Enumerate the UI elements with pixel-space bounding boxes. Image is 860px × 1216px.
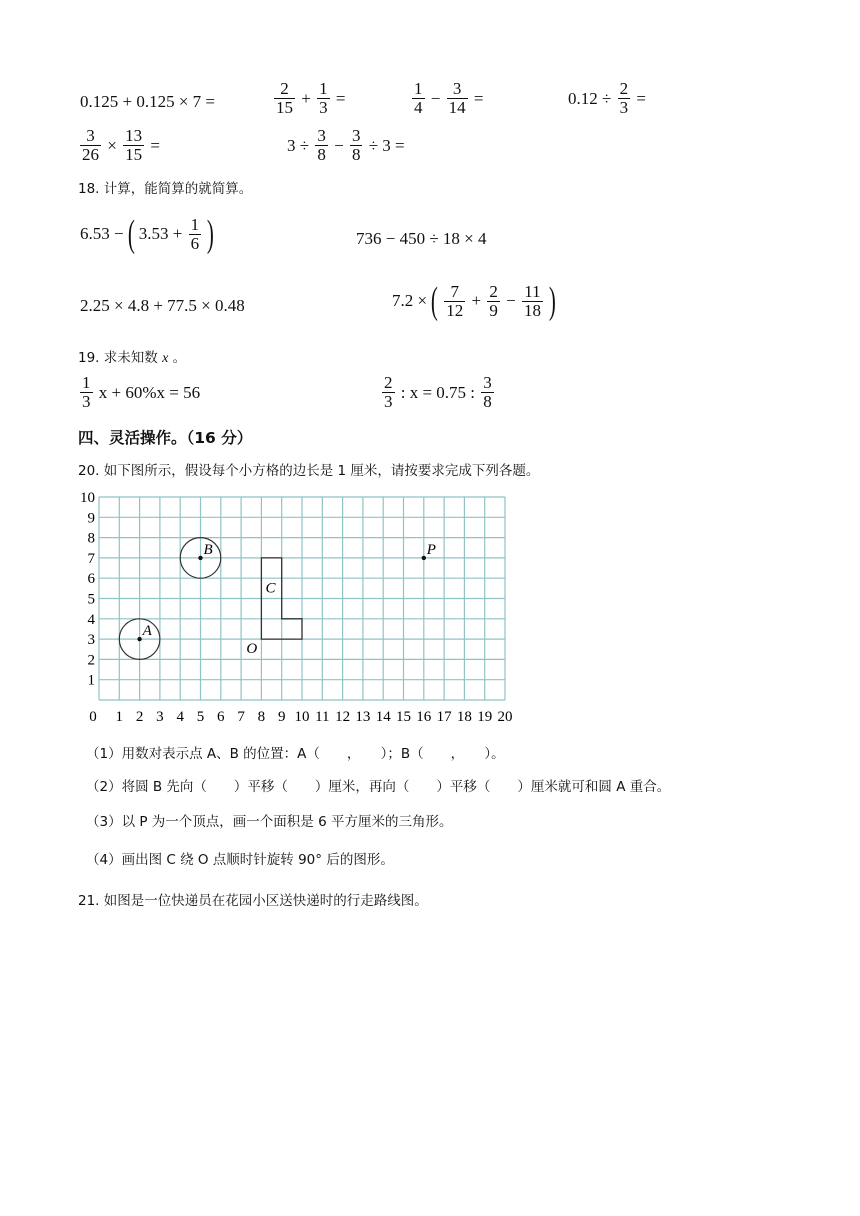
y-tick-label: 3	[87, 632, 95, 649]
q18-expr-2: 736 − 450 ÷ 18 × 4	[356, 229, 487, 248]
calc-row-1-expr-4: 0.12 ÷ $\frac{2}{3}$ =	[568, 79, 646, 117]
calc-row-1-expr-1: 0.125 + 0.125 × 7 =	[80, 92, 216, 111]
fraction: $\frac{3}{8}$	[351, 126, 361, 164]
q20-part-4: （4）画出图 C 绕 O 点顺时针旋转 90° 后的图形。	[86, 852, 394, 868]
fraction: $\frac{1}{6}$	[190, 214, 200, 253]
x-tick-label: 0	[89, 709, 97, 725]
fraction: $\frac{2}{3}$	[384, 373, 393, 411]
fraction: $\frac{7}{12}$	[446, 281, 464, 320]
coordinate-grid	[72, 489, 592, 725]
point-o-label: O	[246, 641, 258, 658]
q19-equation-1: $\frac{1}{3}$ x + 60%x = 56	[82, 373, 201, 411]
x-tick-label: 18	[456, 709, 472, 725]
x-tick-label: 7	[237, 709, 245, 725]
y-tick-label: 10	[80, 490, 95, 506]
grid-lines	[99, 497, 505, 700]
x-tick-label: 5	[196, 709, 205, 725]
fraction: $\frac{3}{8}$	[317, 126, 326, 164]
x-tick-label: 2	[135, 709, 144, 725]
fraction: $\frac{13}{15}$	[125, 126, 143, 164]
y-tick-label: 4	[87, 611, 95, 628]
x-tick-label: 11	[315, 709, 330, 725]
q18-expr-3: 2.25 × 4.8 + 77.5 × 0.48	[80, 296, 245, 315]
x-tick-label: 4	[176, 709, 184, 725]
q19-equation-2: $\frac{2}{3}$ : x = 0.75 : $\frac{3}{8}$	[384, 373, 492, 411]
x-axis-labels	[89, 709, 512, 725]
y-tick-label: 5	[87, 591, 95, 608]
q18-expr-4: 7.2 × ( $\frac{7}{12}$ + $\frac{2}{9}$ − $\frac{11}{18}$ )	[392, 280, 556, 322]
q18-title: 18. 计算，能简算的就简算。	[78, 181, 253, 197]
x-tick-label: 9	[277, 709, 286, 725]
q20-part-2: （2）将圆 B 先向（ ）平移（ ）厘米，再向（ ）平移（ ）厘米就可和圆 A 重合。	[86, 779, 671, 795]
q19-title: 19. 求未知数 x 。	[78, 350, 187, 366]
y-tick-label: 1	[87, 672, 95, 689]
circle-a-center-dot	[137, 637, 141, 641]
x-tick-label: 20	[497, 709, 513, 725]
point-p-label: P	[426, 541, 436, 558]
q20-part-3: （3）以 P 为一个顶点，画一个面积是 6 平方厘米的三角形。	[86, 814, 453, 830]
x-tick-label: 13	[355, 709, 371, 725]
x-tick-label: 16	[416, 709, 432, 725]
x-tick-label: 19	[477, 709, 493, 725]
x-tick-label: 3	[156, 709, 164, 725]
circle-b-center-dot	[198, 556, 202, 560]
fraction: $\frac{3}{8}$	[483, 373, 492, 411]
calc-row-2-expr-2: 3 ÷ $\frac{3}{8}$ − $\frac{3}{8}$ ÷ 3 =	[287, 126, 405, 164]
y-tick-label: 8	[87, 530, 95, 547]
x-tick-label: 14	[375, 709, 391, 725]
q18-expr-1: 6.53 − ( 3.53 + $\frac{1}{6}$ )	[80, 213, 215, 255]
x-tick-label: 15	[396, 709, 411, 725]
y-tick-label: 2	[87, 652, 95, 669]
x-tick-label: 8	[257, 709, 266, 725]
shape-c-label: C	[265, 580, 276, 597]
q20-title: 20. 如下图所示，假设每个小方格的边长是 1 厘米，请按要求完成下列各题。	[78, 463, 540, 479]
fraction: $\frac{1}{4}$	[414, 79, 423, 117]
fraction: $\frac{1}{3}$	[319, 79, 328, 117]
q21-title: 21. 如图是一位快递员在花园小区送快递时的行走路线图。	[78, 893, 428, 909]
fraction: $\frac{3}{26}$	[82, 126, 99, 164]
x-tick-label: 6	[217, 709, 225, 725]
x-tick-label: 10	[294, 709, 310, 725]
section-heading: 四、灵活操作。（16 分）	[78, 429, 253, 447]
y-tick-label: 7	[87, 550, 95, 567]
x-tick-label: 17	[436, 709, 452, 725]
point-p-dot	[422, 556, 426, 560]
fraction: $\frac{11}{18}$	[523, 281, 541, 320]
x-tick-label: 1	[115, 709, 124, 725]
x-tick-label: 12	[335, 709, 351, 725]
y-axis-labels	[80, 490, 96, 689]
fraction: $\frac{3}{14}$	[448, 79, 466, 117]
calc-row-2-expr-1: $\frac{3}{26}$ × $\frac{13}{15}$ =	[82, 126, 160, 164]
q20-part-1: （1）用数对表示点 A、B 的位置：A（ ， ）；B（ ， ）。	[86, 746, 505, 762]
fraction: $\frac{2}{9}$	[489, 281, 498, 320]
circle-b-label: B	[203, 541, 213, 558]
y-tick-label: 9	[87, 510, 95, 527]
calc-row-1-expr-2: $\frac{2}{15}$ + $\frac{1}{3}$ =	[276, 79, 346, 117]
fraction: $\frac{2}{15}$	[276, 79, 293, 117]
fraction: $\frac{1}{3}$	[82, 373, 91, 411]
y-tick-label: 6	[87, 571, 95, 588]
fraction: $\frac{2}{3}$	[619, 79, 629, 117]
calc-row-1-expr-3: $\frac{1}{4}$ − $\frac{3}{14}$ =	[414, 79, 484, 117]
circle-a-label: A	[142, 623, 152, 640]
